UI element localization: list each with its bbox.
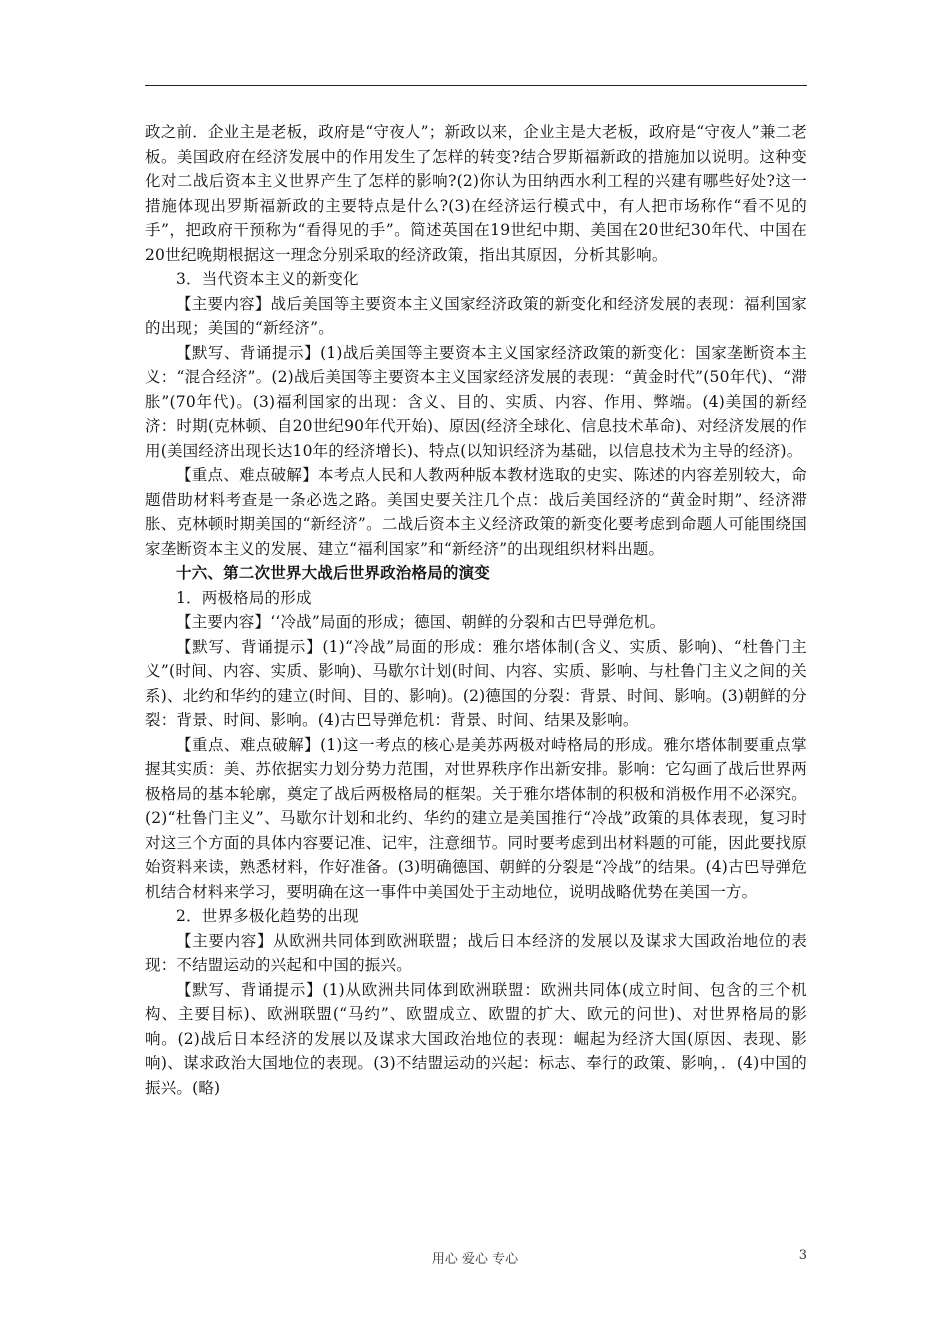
paragraph: 【主要内容】战后美国等主要资本主义国家经济政策的新变化和经济发展的表现：福利国家的出现；美国的“新经济”。: [145, 294, 807, 337]
section-subheading: 1．两极格局的形成: [176, 588, 312, 607]
section-subheading: 3．当代资本主义的新变化: [176, 270, 359, 288]
section-heading: 十六、第二次世界大战后世界政治格局的演变: [176, 563, 491, 582]
paragraph: 【重点、难点破解】本考点人民和人教两种版本教材选取的史实、陈述的内容差别较大，命题借助材料考查是一条必选之路。美国史要关注几个点：战后美国经济的“黄金时期”、经济滞胀、克林顿时期美国的“新经济”。二战后资本主义经济政策的新变化要考虑到命题人可能围绕国家垄断资本主义的发展、建立“福利国家”和“新经济”的出现组织材料出题。: [145, 466, 807, 558]
page-number: 3: [798, 1248, 807, 1263]
document-body: [145, 120, 807, 1100]
paragraph: 【主要内容】‘‘冷战”局面的形成；德国、朝鲜的分裂和古巴导弹危机。: [176, 613, 666, 631]
header-rule: [145, 85, 807, 86]
paragraph: 【默写、背诵提示】(1)“冷战”局面的形成：雅尔塔体制(含义、实质、影响)、“杜鲁门主义”(时间、内容、实质、影响)、马歇尔计划(时间、内容、实质、影响、与杜鲁门主义之间的关系)、北约和华约的建立(时间、目的、影响)。(2)德国的分裂：背景、时间、影响。(3)朝鲜的分裂：背景、时间、影响。(4)古巴导弹危机：背景、时间、结果及影响。: [145, 637, 807, 729]
paragraph: 【重点、难点破解】(1)这一考点的核心是美苏两极对峙格局的形成。雅尔塔体制要重点掌握其实质：美、苏依据实力划分势力范围，对世界秩序作出新安排。影响：它勾画了战后世界两极格局的基本轮廓，奠定了战后两极格局的框架。关于雅尔塔体制的积极和消极作用不必深究。(2)“杜鲁门主义”、马歇尔计划和北约、华约的建立是美国推行“冷战”政策的具体表现，复习时对这三个方面的具体内容要记准、记牢，注意细节。同时要考虑到出材料题的可能，因此要找原始资料来读，熟悉材料，作好准备。(3)明确德国、朝鲜的分裂是“冷战”的结果。(4)古巴导弹危机结合材料来学习，要明确在这一事件中美国处于主动地位，说明战略优势在美国一方。: [145, 735, 807, 901]
paragraph: 【默写、背诵提示】(1)战后美国等主要资本主义国家经济政策的新变化：国家垄断资本主义：“混合经济”。(2)战后美国等主要资本主义国家经济发展的表现：“黄金时代”(50年代)、“滞胀”(70年代)。(3)福利国家的出现：含义、目的、实质、内容、作用、弊端。(4)美国的新经济：时期(克林顿、自20世纪90年代开始)、原因(经济全球化、信息技术革命)、对经济发展的作用(美国经济出现长达10年的经济增长)、特点(以知识经济为基础，以信息技术为主导的经济)。: [145, 343, 807, 460]
paragraph: 政之前．企业主是老板，政府是“守夜人”；新政以来，企业主是大老板，政府是“守夜人”兼二老板。美国政府在经济发展中的作用发生了怎样的转变?结合罗斯福新政的措施加以说明。这种变化对二战后资本主义世界产生了怎样的影响?(2)你认为田纳西水利工程的兴建有哪些好处?这一措施体现出罗斯福新政的主要特点是什么?(3)在经济运行模式中，有人把市场称作“看不见的手”，把政府干预称为“看得见的手”。简述英国在19世纪中期、美国在20世纪30年代、中国在20世纪晚期根据这一理念分别采取的经济政策，指出其原因，分析其影响。: [145, 123, 807, 264]
paragraph: 【主要内容】从欧洲共同体到欧洲联盟；战后日本经济的发展以及谋求大国政治地位的表现：不结盟运动的兴起和中国的振兴。: [145, 931, 807, 974]
footer-motto: 用心 爱心 专心: [431, 1252, 519, 1267]
paragraph: 【默写、背诵提示】(1)从欧洲共同体到欧洲联盟：欧洲共同体(成立时间、包含的三个机构、主要目标)、欧洲联盟(“马约”、欧盟成立、欧盟的扩大、欧元的问世)、对世界格局的影响。(2)战后日本经济的发展以及谋求大国政治地位的表现：崛起为经济大国(原因、表现、影响)、谋求政治大国地位的表现。(3)不结盟运动的兴起：标志、奉行的政策、影响，．(4)中国的振兴。(略): [145, 980, 807, 1097]
section-subheading: 2．世界多极化趋势的出现: [176, 907, 359, 925]
